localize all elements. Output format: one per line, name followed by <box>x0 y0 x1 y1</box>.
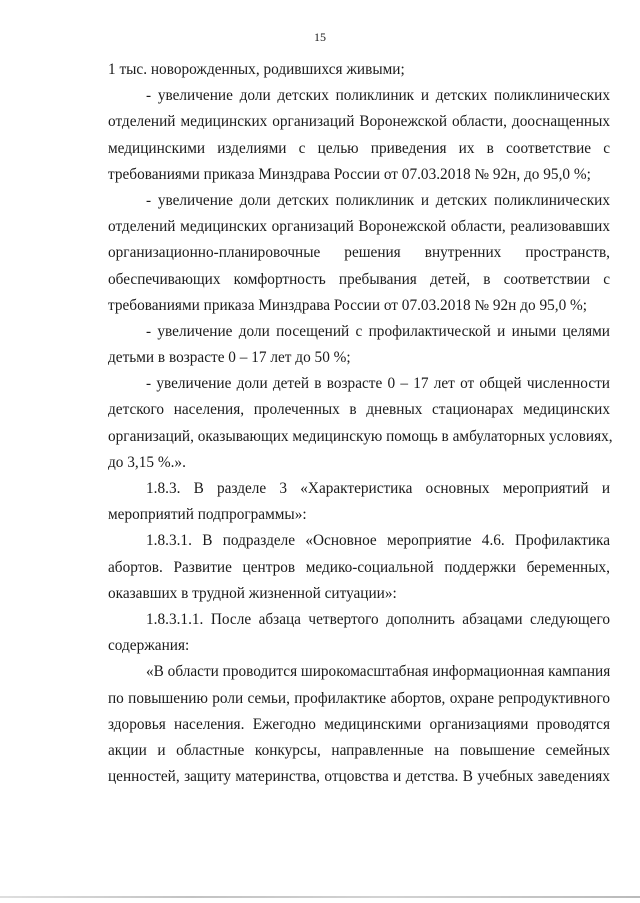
text-line: отделений медицинских организаций Воронежской области, реализовавших <box>108 218 610 236</box>
text-line: содержания: <box>108 637 190 655</box>
text-line: оказавших в трудной жизненной ситуации»: <box>108 584 397 602</box>
text-line: 1.8.3.1.1. После абзаца четвертого дополнить абзацами следующего <box>146 610 610 628</box>
text-line: до 3,15 %.». <box>108 453 186 471</box>
text-line: медицинскими изделиями с целью приведения их в соответствие с <box>108 139 610 157</box>
text-line: - увеличение доли детских поликлиник и детских поликлинических <box>146 191 610 209</box>
text-line: акции и областные конкурсы, направленные на повышение семейных <box>108 741 610 759</box>
text-line: здоровья населения. Ежегодно медицинскими организациями проводятся <box>108 715 610 733</box>
document-body <box>108 57 613 790</box>
text-line: - увеличение доли детских поликлиник и детских поликлинических <box>146 87 610 105</box>
text-line: требованиями приказа Минздрава России от 07.03.2018 № 92н, до 95,0 %; <box>108 165 591 183</box>
text-line: - увеличение доли детей в возрасте 0 – 17 лет от общей численности <box>146 375 610 393</box>
text-line: «В области проводится широкомасштабная информационная кампания <box>146 663 611 681</box>
text-line: требованиями приказа Минздрава России от 07.03.2018 № 92н до 95,0 %; <box>108 296 588 314</box>
text-line: - увеличение доли посещений с профилактической и иными целями <box>146 322 610 340</box>
text-line: обеспечивающих комфортность пребывания детей, в соответствии с <box>108 270 610 288</box>
text-line: абортов. Развитие центров медико-социальной поддержки беременных, <box>108 558 610 576</box>
text-line: отделений медицинских организаций Воронежской области, дооснащенных <box>108 113 610 131</box>
text-line: ценностей, защиту материнства, отцовства и детства. В учебных заведениях <box>108 768 610 786</box>
text-line: детского населения, пролеченных в дневных стационарах медицинских <box>108 401 610 419</box>
text-line: организационно-планировочные решения внутренних пространств, <box>108 244 610 262</box>
text-line: по повышению роли семьи, профилактике абортов, охране репродуктивного <box>108 689 610 707</box>
text-line: детьми в возрасте 0 – 17 лет до 50 %; <box>108 349 351 367</box>
page-bottom-edge <box>0 896 640 898</box>
text-line: мероприятий подпрограммы»: <box>108 506 307 524</box>
text-line: 1.8.3. В разделе 3 «Характеристика основных мероприятий и <box>146 480 610 497</box>
text-line: 1 тыс. новорожденных, родившихся живыми; <box>108 61 405 78</box>
text-line: 1.8.3.1. В подразделе «Основное мероприятие 4.6. Профилактика <box>146 532 610 550</box>
text-line: организаций, оказывающих медицинскую помощь в амбулаторных условиях, <box>108 427 613 445</box>
page-number: 15 <box>314 30 326 44</box>
